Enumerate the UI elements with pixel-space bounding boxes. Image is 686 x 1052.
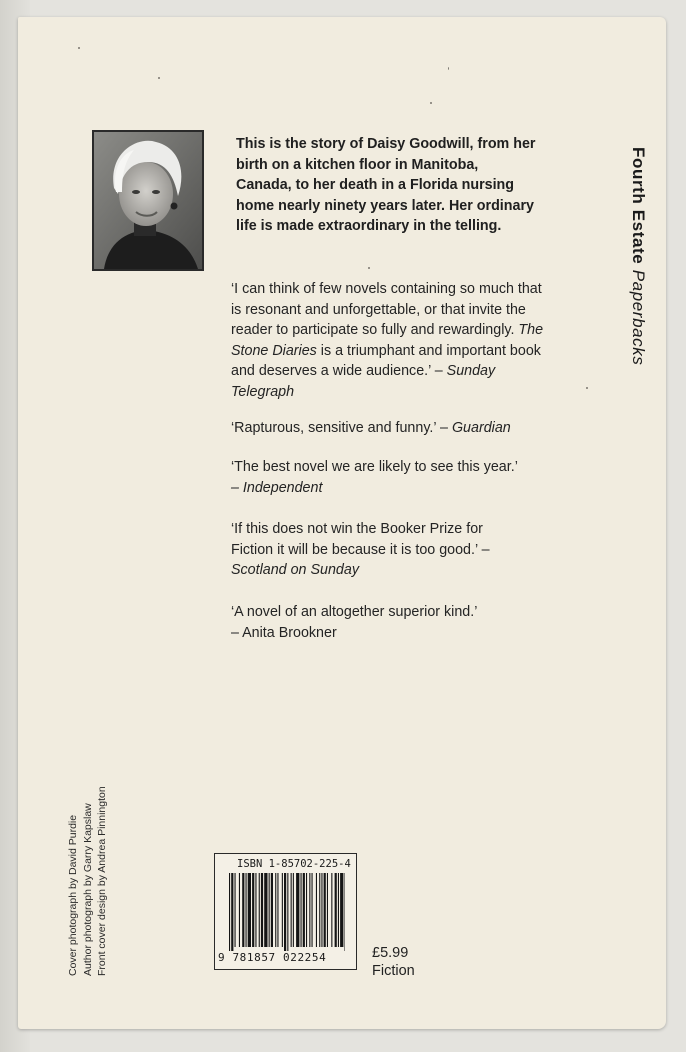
barcode-bar xyxy=(340,873,343,947)
barcode-bar xyxy=(277,873,278,947)
dust-speck xyxy=(368,267,370,269)
barcode-digits: 9 781857 022254 xyxy=(218,951,327,964)
barcode-bar xyxy=(275,873,276,947)
barcode-bar xyxy=(301,873,302,947)
dust-speck xyxy=(158,77,160,79)
barcode-bar xyxy=(284,873,286,951)
review-source: Guardian xyxy=(451,420,511,436)
barcode-bar xyxy=(255,873,256,947)
review-quote-independent xyxy=(231,457,551,498)
barcode-bar xyxy=(239,873,240,947)
review-source: Sunday Telegraph xyxy=(231,363,496,400)
review-source: Scotland on Sunday xyxy=(231,562,359,578)
barcode-bar xyxy=(282,873,283,947)
review-text: ‘The best novel we are likely to see this year.’ xyxy=(231,459,518,475)
imprint-line: Paperbacks xyxy=(629,269,648,366)
price: £5.99 xyxy=(372,945,409,961)
barcode-bar xyxy=(324,873,326,947)
barcode-bar xyxy=(271,873,273,947)
barcode-bar xyxy=(338,873,339,947)
review-text: ‘I can think of few novels containing so much that is resonant and unforgettable, or that invite the reader to participate so fully and rewardingly. xyxy=(231,281,542,338)
publisher-imprint xyxy=(628,147,648,365)
barcode-bar xyxy=(261,873,263,947)
barcode-box xyxy=(214,853,357,970)
barcode-bar xyxy=(321,873,322,947)
barcode-bar xyxy=(312,873,313,947)
review-quote-guardian xyxy=(231,418,551,439)
barcode-bar xyxy=(264,873,267,947)
barcode-bar xyxy=(319,873,320,947)
barcode-bar xyxy=(287,873,288,951)
barcode-bar xyxy=(331,873,332,947)
review-quote-anita-brookner xyxy=(231,602,551,643)
review-text-continued: is a triumphant and important book and deserves a wide audience.’ – xyxy=(231,342,541,379)
dust-speck xyxy=(78,47,80,49)
barcode-bar xyxy=(269,873,270,947)
photo-credits xyxy=(66,786,110,976)
barcode-bar xyxy=(229,873,230,951)
barcode-bar xyxy=(327,873,328,947)
price-block xyxy=(372,944,415,980)
author-photo xyxy=(92,130,204,271)
barcode-bar xyxy=(306,873,307,947)
dust-speck xyxy=(430,102,432,104)
barcode-icon xyxy=(229,873,345,951)
cover-photo-credit: Cover photograph by David Purdie xyxy=(67,814,79,976)
review-quote-scotland-on-sunday xyxy=(231,519,521,581)
review-author: – Anita Brookner xyxy=(231,624,337,641)
isbn-number: ISBN 1-85702-225-4 xyxy=(237,858,351,870)
barcode-bar xyxy=(259,873,260,947)
author-photo-credit: Author photograph by Garry Kapslaw xyxy=(81,803,94,976)
barcode-bar xyxy=(316,873,317,947)
author-portrait-icon xyxy=(94,132,202,269)
barcode-bar xyxy=(246,873,247,947)
barcode-bar xyxy=(231,873,233,951)
barcode-bar xyxy=(296,873,299,947)
barcode-bar xyxy=(252,873,254,947)
publisher-name: Fourth Estate xyxy=(629,147,648,265)
barcode-bar xyxy=(291,873,292,947)
review-text: ‘If this does not win the Booker Prize for Fiction it will be because it is too good.’ – xyxy=(231,521,490,558)
barcode-bar xyxy=(242,873,244,947)
barcode-bar xyxy=(235,873,236,947)
barcode-bar xyxy=(293,873,294,947)
barcode-bar xyxy=(335,873,337,947)
barcode-bar xyxy=(345,873,346,951)
review-source: – Independent xyxy=(231,479,323,496)
barcode-bar xyxy=(248,873,251,947)
review-quote-sunday-telegraph xyxy=(231,279,551,402)
cover-design-credit: Front cover design by Andrea Pinnington xyxy=(96,786,108,976)
barcode-bar xyxy=(303,873,305,947)
dust-speck xyxy=(586,387,588,389)
review-text: ‘A novel of an altogether superior kind.’ xyxy=(231,604,478,620)
book-title: The Stone Diaries xyxy=(231,322,544,359)
book-blurb: This is the story of Daisy Goodwill, from her birth on a kitchen floor in Manitoba, Canada, to her death in a Florida nursing home nearly ninety years later. Her ordinary life is made extraordinary in the telling. xyxy=(236,136,536,234)
category: Fiction xyxy=(372,963,415,979)
dust-speck xyxy=(448,67,449,70)
review-text: ‘Rapturous, sensitive and funny.’ – xyxy=(231,420,452,436)
barcode-bar xyxy=(309,873,310,947)
